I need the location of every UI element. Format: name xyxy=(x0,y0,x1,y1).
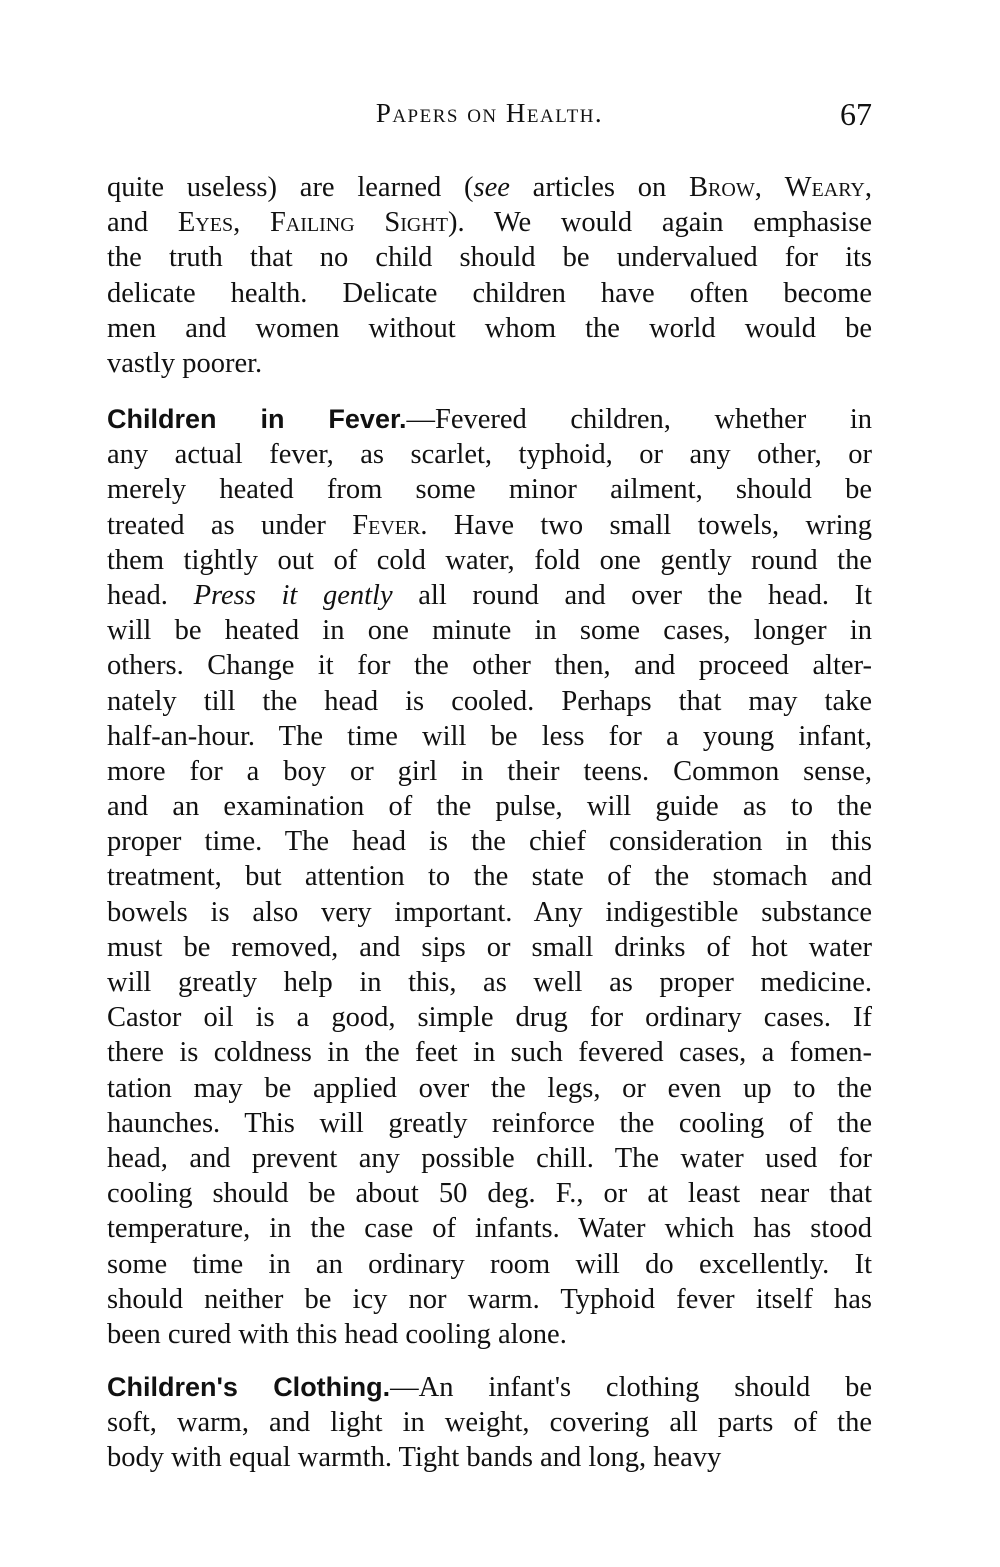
text-line xyxy=(107,437,872,472)
text-segment: haunches. This will greatly reinforce the cooling of the xyxy=(107,1107,872,1139)
text-segment: body with equal warmth. Tight bands and long, heavy xyxy=(107,1442,722,1474)
text-segment: —Fevered children, whether in xyxy=(406,404,873,435)
text-segment: , xyxy=(754,172,785,203)
text-segment: half-an-hour. The time will be less for a young infant, xyxy=(107,720,872,752)
small-caps-reference: Failing Sight xyxy=(269,207,449,239)
text-line xyxy=(107,719,872,754)
text-segment: men and women without whom the world would be xyxy=(107,312,872,344)
text-line xyxy=(107,789,872,824)
text-segment: Castor oil is a good, simple drug for ordinary cases. If xyxy=(107,1002,872,1034)
text-line xyxy=(107,578,872,613)
section-heading: Children in Fever. xyxy=(107,404,407,434)
text-line xyxy=(107,1035,872,1070)
text-line xyxy=(107,1176,872,1211)
paragraph-delicate-health xyxy=(107,170,872,381)
text-line xyxy=(107,472,872,507)
text-segment: . Have two small towels, wring xyxy=(420,509,872,541)
text-segment: treated as under xyxy=(107,509,353,541)
running-title: Papers on Health. xyxy=(375,98,604,128)
text-line xyxy=(107,1211,872,1246)
text-line xyxy=(107,754,872,789)
text-line xyxy=(107,684,872,719)
text-line xyxy=(107,965,872,1000)
text-segment: bowels is also very important. Any indigestible substance xyxy=(107,896,872,928)
text-segment: head. xyxy=(107,579,194,611)
text-segment: must be removed, and sips or small drinks of hot water xyxy=(107,931,872,963)
text-line xyxy=(107,402,872,437)
text-line xyxy=(107,170,872,205)
text-line xyxy=(107,240,872,275)
text-line xyxy=(107,1071,872,1106)
text-segment: nately till the head is cooled. Perhaps that may take xyxy=(107,685,872,717)
text-line xyxy=(107,859,872,894)
page-header xyxy=(107,98,872,138)
text-segment: , xyxy=(864,172,873,203)
text-line xyxy=(107,346,872,381)
text-line xyxy=(107,1370,872,1405)
text-segment: and an examination of the pulse, will guide as to the xyxy=(107,791,872,823)
text-segment: articles on xyxy=(509,172,690,203)
text-segment: others. Change it for the other then, and proceed alter- xyxy=(107,650,872,682)
text-segment: there is coldness in the feet in such fevered cases, a fomen- xyxy=(107,1037,872,1069)
small-caps-reference: Brow xyxy=(689,172,755,203)
page-number: 67 xyxy=(840,96,872,132)
text-line xyxy=(107,276,872,311)
text-line xyxy=(107,1141,872,1176)
italic-text: Press it gently xyxy=(193,579,393,611)
text-line xyxy=(107,508,872,543)
text-segment: been cured with this head cooling alone. xyxy=(107,1318,567,1350)
text-segment: and xyxy=(107,207,178,239)
text-segment: vastly poorer. xyxy=(107,347,263,379)
text-segment: delicate health. Delicate children have often become xyxy=(107,277,872,309)
section-heading: Children's Clothing. xyxy=(107,1372,391,1402)
text-segment: the truth that no child should be undervalued for its xyxy=(107,242,872,274)
paragraph-children-in-fever xyxy=(107,402,872,1352)
text-segment: should neither be icy nor warm. Typhoid fever itself has xyxy=(107,1283,872,1315)
text-segment: quite useless) are learned ( xyxy=(107,172,474,203)
text-segment: , xyxy=(233,207,270,239)
text-line xyxy=(107,648,872,683)
text-segment: temperature, in the case of infants. Water which has stood xyxy=(107,1213,872,1245)
text-segment: ). We would again emphasise xyxy=(448,207,872,239)
text-segment: will greatly help in this, as well as proper medicine. xyxy=(107,967,872,998)
text-segment: some time in an ordinary room will do excellently. It xyxy=(107,1248,872,1280)
text-line xyxy=(107,1317,872,1352)
text-segment: head, and prevent any possible chill. The water used for xyxy=(107,1142,872,1174)
text-segment: proper time. The head is the chief consideration in this xyxy=(107,826,872,858)
text-line xyxy=(107,1282,872,1317)
text-segment: more for a boy or girl in their teens. Common sense, xyxy=(107,755,872,787)
text-segment: tation may be applied over the legs, or even up to the xyxy=(107,1072,872,1104)
text-line xyxy=(107,205,872,240)
text-segment: any actual fever, as scarlet, typhoid, or any other, or xyxy=(107,439,872,471)
text-line xyxy=(107,613,872,648)
text-line xyxy=(107,311,872,346)
text-segment: soft, warm, and light in weight, covering all parts of the xyxy=(107,1407,872,1439)
text-line xyxy=(107,1247,872,1282)
text-segment: all round and over the head. It xyxy=(392,579,873,611)
text-line xyxy=(107,543,872,578)
text-line xyxy=(107,1000,872,1035)
text-line xyxy=(107,1405,872,1440)
text-segment: them tightly out of cold water, fold one gently round the xyxy=(107,544,872,576)
italic-text: see xyxy=(473,172,510,203)
text-line xyxy=(107,1106,872,1141)
text-line xyxy=(107,930,872,965)
text-segment: will be heated in one minute in some cases, longer in xyxy=(107,615,872,647)
small-caps-reference: Weary xyxy=(784,172,865,203)
small-caps-reference: Fever xyxy=(352,509,421,541)
text-segment: —An infant's clothing should be xyxy=(390,1372,872,1403)
text-line xyxy=(107,824,872,859)
text-segment: treatment, but attention to the state of the stomach and xyxy=(107,861,872,893)
text-line xyxy=(107,895,872,930)
small-caps-reference: Eyes xyxy=(177,207,234,239)
text-line xyxy=(107,1440,872,1475)
text-segment: merely heated from some minor ailment, should be xyxy=(107,474,872,506)
paragraph-childrens-clothing xyxy=(107,1370,872,1476)
text-segment: cooling should be about 50 deg. F., or at least near that xyxy=(107,1178,872,1210)
